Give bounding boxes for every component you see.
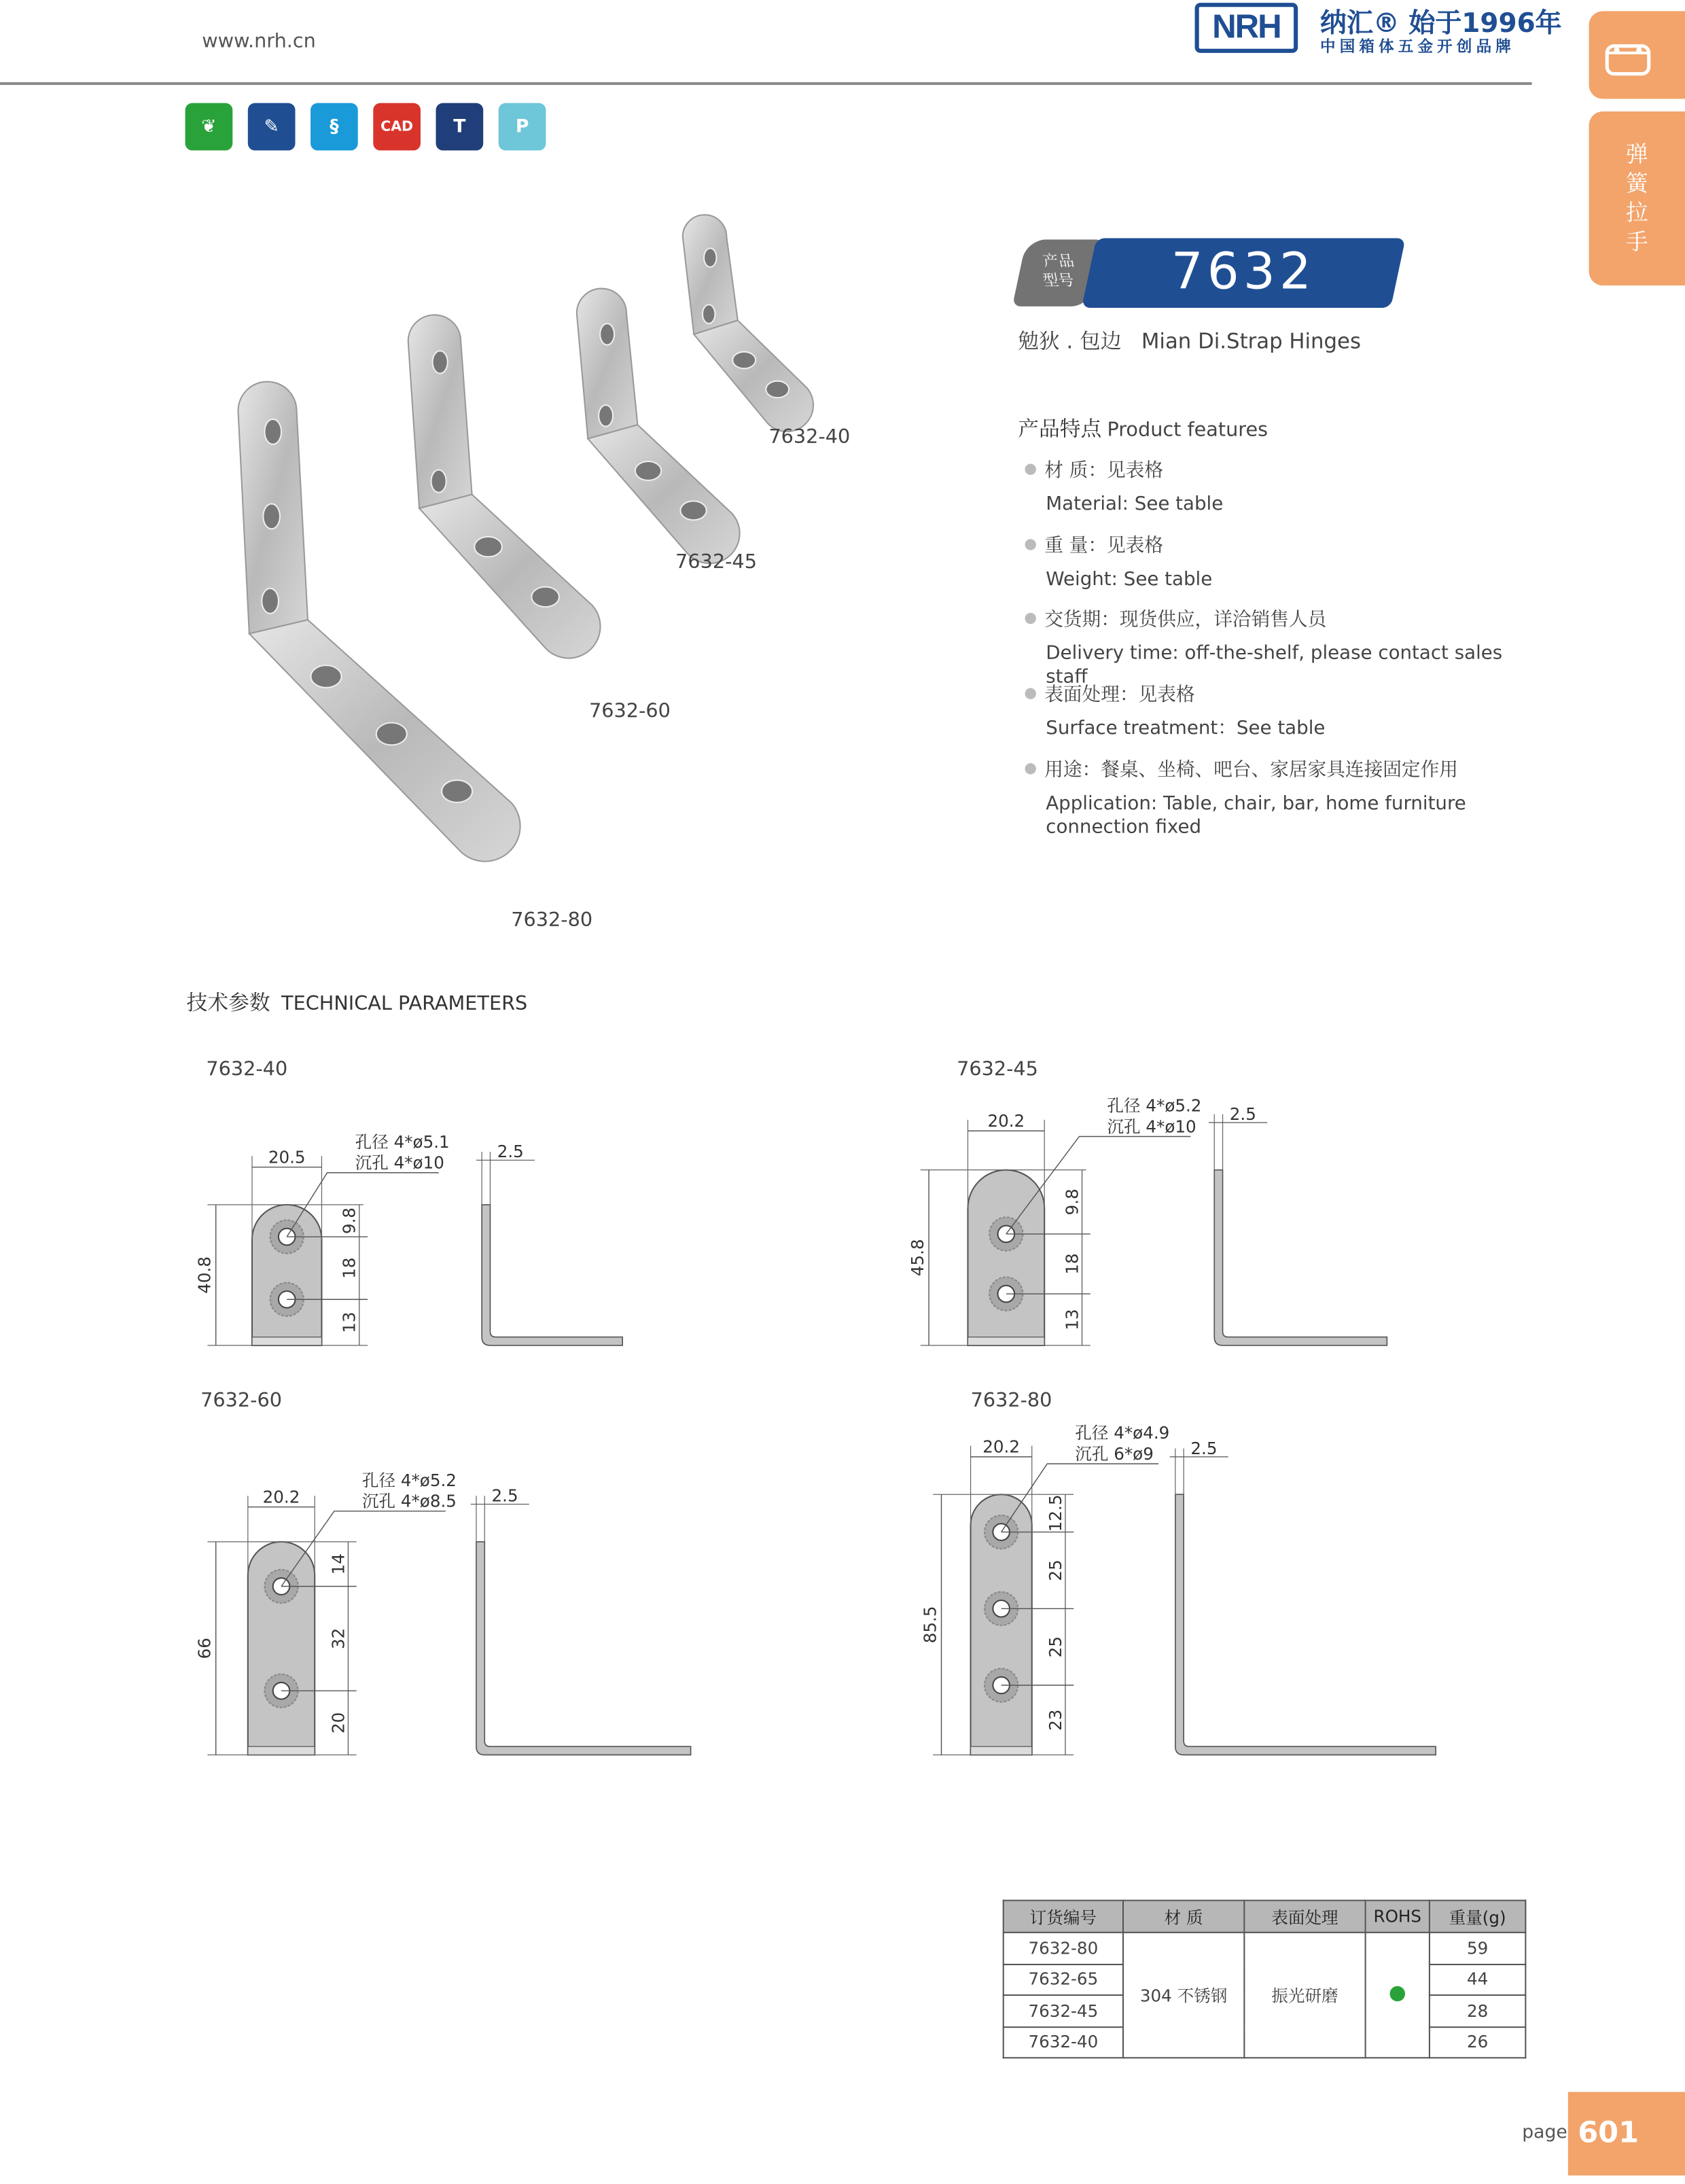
feature-en: Delivery time: off-the-shelf, please contact sales staff — [1046, 641, 1503, 688]
spec-table — [1003, 1900, 1527, 2059]
logo-tagline: 中国箱体五金开创品牌 — [1320, 37, 1515, 56]
order-code: 7632-65 — [1004, 1964, 1123, 1995]
weight: 26 — [1430, 2026, 1525, 2058]
col-header: 订货编号 — [1004, 1901, 1123, 1933]
hole-callout: 孔径 4*ø5.1 — [355, 1131, 450, 1152]
width-dimension: 20.5 — [268, 1147, 306, 1167]
drawing-title: 7632-80 — [970, 1388, 1052, 1412]
page-label: page — [1522, 2122, 1567, 2144]
plate-bend-edge — [252, 1337, 321, 1345]
hole-callout: 孔径 4*ø4.9 — [1075, 1423, 1170, 1443]
features-title-cn: 产品特点 — [1018, 416, 1102, 442]
nrh-logo: NRH — [1195, 3, 1298, 53]
thickness-dimension: 2.5 — [1190, 1438, 1218, 1458]
model-number: 7632 — [1171, 243, 1316, 301]
feature-cn-text: 交货期：现货供应，详洽销售人员 — [1044, 608, 1327, 631]
badge-label-line: 型号 — [1041, 271, 1076, 290]
spacing-dimension: 18 — [339, 1257, 359, 1279]
weight: 44 — [1430, 1964, 1525, 1995]
width-dimension: 20.2 — [987, 1111, 1025, 1131]
spacing-dimension: 20 — [328, 1712, 349, 1733]
height-dimension: 45.8 — [907, 1239, 927, 1277]
spacing-dimension: 14 — [328, 1553, 349, 1575]
website-url[interactable]: www.nrh.cn — [202, 31, 316, 53]
height-dimension: 85.5 — [920, 1606, 940, 1644]
col-header: 重量(g) — [1430, 1901, 1525, 1933]
table-row — [1004, 1933, 1526, 1964]
feature-en: Material: See table — [1046, 493, 1224, 516]
plate-side-view — [1214, 1170, 1387, 1345]
hole-callout: 孔径 4*ø5.2 — [361, 1470, 457, 1490]
screw-icon: T — [436, 103, 484, 151]
spacing-dimension: 13 — [339, 1311, 359, 1333]
surface-cell: 振光研磨 — [1244, 1933, 1365, 2058]
spacing-dimension: 23 — [1045, 1709, 1065, 1731]
design-tools-icon: ✎ — [248, 103, 296, 151]
plate-side-view — [476, 1542, 691, 1755]
features-title-en: Product features — [1107, 419, 1269, 442]
col-header: 表面处理 — [1244, 1901, 1365, 1933]
spacing-dimension: 12.5 — [1045, 1494, 1065, 1532]
plate-bend-edge — [968, 1337, 1044, 1345]
material-cell: 304 不锈钢 — [1123, 1933, 1244, 2058]
logo-slogan: 纳汇® 始于1996年 — [1320, 8, 1562, 39]
drawing-title: 7632-45 — [957, 1057, 1038, 1080]
drawing-title: 7632-40 — [206, 1057, 288, 1080]
feature-en: Weight: See table — [1046, 568, 1213, 591]
spacing-dimension: 18 — [1062, 1253, 1082, 1275]
countersink-callout: 沉孔 6*ø9 — [1075, 1443, 1154, 1464]
plate-bend-edge — [971, 1746, 1032, 1755]
feature-cn-text: 材 质：见表格 — [1044, 459, 1164, 482]
col-header: 材 质 — [1123, 1901, 1244, 1933]
spacing-dimension: 13 — [1062, 1309, 1082, 1331]
thickness-dimension: 2.5 — [491, 1485, 518, 1506]
plate-side-view — [1175, 1494, 1436, 1755]
tech-title-cn: 技术参数 — [186, 990, 270, 1016]
feature-cn-text: 重 量：见表格 — [1044, 535, 1164, 557]
feature-en: Application: Table, chair, bar, home furniture connection fixed — [1046, 792, 1466, 839]
eco-leaf-icon: ❦ — [185, 103, 233, 151]
spacing-dimension: 32 — [328, 1627, 349, 1649]
product-name-cn: 勉狄 . 包边 — [1018, 328, 1122, 354]
plate-bend-edge — [248, 1746, 315, 1755]
order-code: 7632-80 — [1004, 1933, 1123, 1964]
rohs-compliant-dot — [1390, 1986, 1406, 2001]
height-dimension: 40.8 — [194, 1256, 215, 1294]
spacing-dimension: 9.8 — [339, 1207, 359, 1235]
product-name-en: Mian Di.Strap Hinges — [1141, 328, 1362, 354]
photo-label: 7632-45 — [675, 551, 757, 574]
plate-front-view — [968, 1170, 1044, 1345]
countersink-callout: 沉孔 4*ø10 — [1107, 1116, 1196, 1137]
hole-callout: 孔径 4*ø5.2 — [1107, 1095, 1202, 1116]
spacing-dimension: 9.8 — [1062, 1188, 1082, 1216]
cad-icon: CAD — [373, 103, 421, 151]
weight: 59 — [1430, 1933, 1525, 1964]
badge-label-line: 产品 — [1041, 251, 1076, 270]
thickness-dimension: 2.5 — [497, 1142, 524, 1162]
countersink-callout: 沉孔 4*ø8.5 — [361, 1491, 457, 1511]
feature-en: Surface treatment：See table — [1046, 717, 1326, 740]
plate-side-view — [482, 1205, 622, 1345]
parking-p-icon: P — [499, 103, 546, 151]
tech-title-en: TECHNICAL PARAMETERS — [281, 993, 528, 1016]
spacing-dimension: 25 — [1045, 1636, 1065, 1658]
photo-label: 7632-60 — [588, 700, 671, 723]
order-code: 7632-45 — [1004, 1995, 1123, 2026]
weight: 28 — [1430, 1995, 1525, 2026]
spring-icon: § — [311, 103, 358, 151]
rohs-cell — [1366, 1933, 1430, 2058]
table-header-row — [1004, 1901, 1526, 1933]
col-header: ROHS — [1366, 1901, 1430, 1933]
photo-label: 7632-80 — [511, 909, 593, 932]
feature-cn-text: 表面处理：见表格 — [1044, 684, 1195, 707]
width-dimension: 20.2 — [982, 1437, 1021, 1457]
page-number: 601 — [1568, 2092, 1685, 2175]
photo-label: 7632-40 — [768, 426, 851, 448]
feature-cn-text: 用途：餐桌、坐椅、吧台、家居家具连接固定作用 — [1044, 759, 1458, 781]
height-dimension: 66 — [194, 1638, 215, 1659]
category-label: 弹簧拉手 — [1625, 141, 1648, 256]
countersink-callout: 沉孔 4*ø10 — [355, 1152, 444, 1173]
spacing-dimension: 25 — [1045, 1560, 1065, 1581]
width-dimension: 20.2 — [262, 1487, 300, 1507]
order-code: 7632-40 — [1004, 2026, 1123, 2058]
thickness-dimension: 2.5 — [1229, 1104, 1256, 1124]
drawing-title: 7632-60 — [200, 1388, 283, 1412]
